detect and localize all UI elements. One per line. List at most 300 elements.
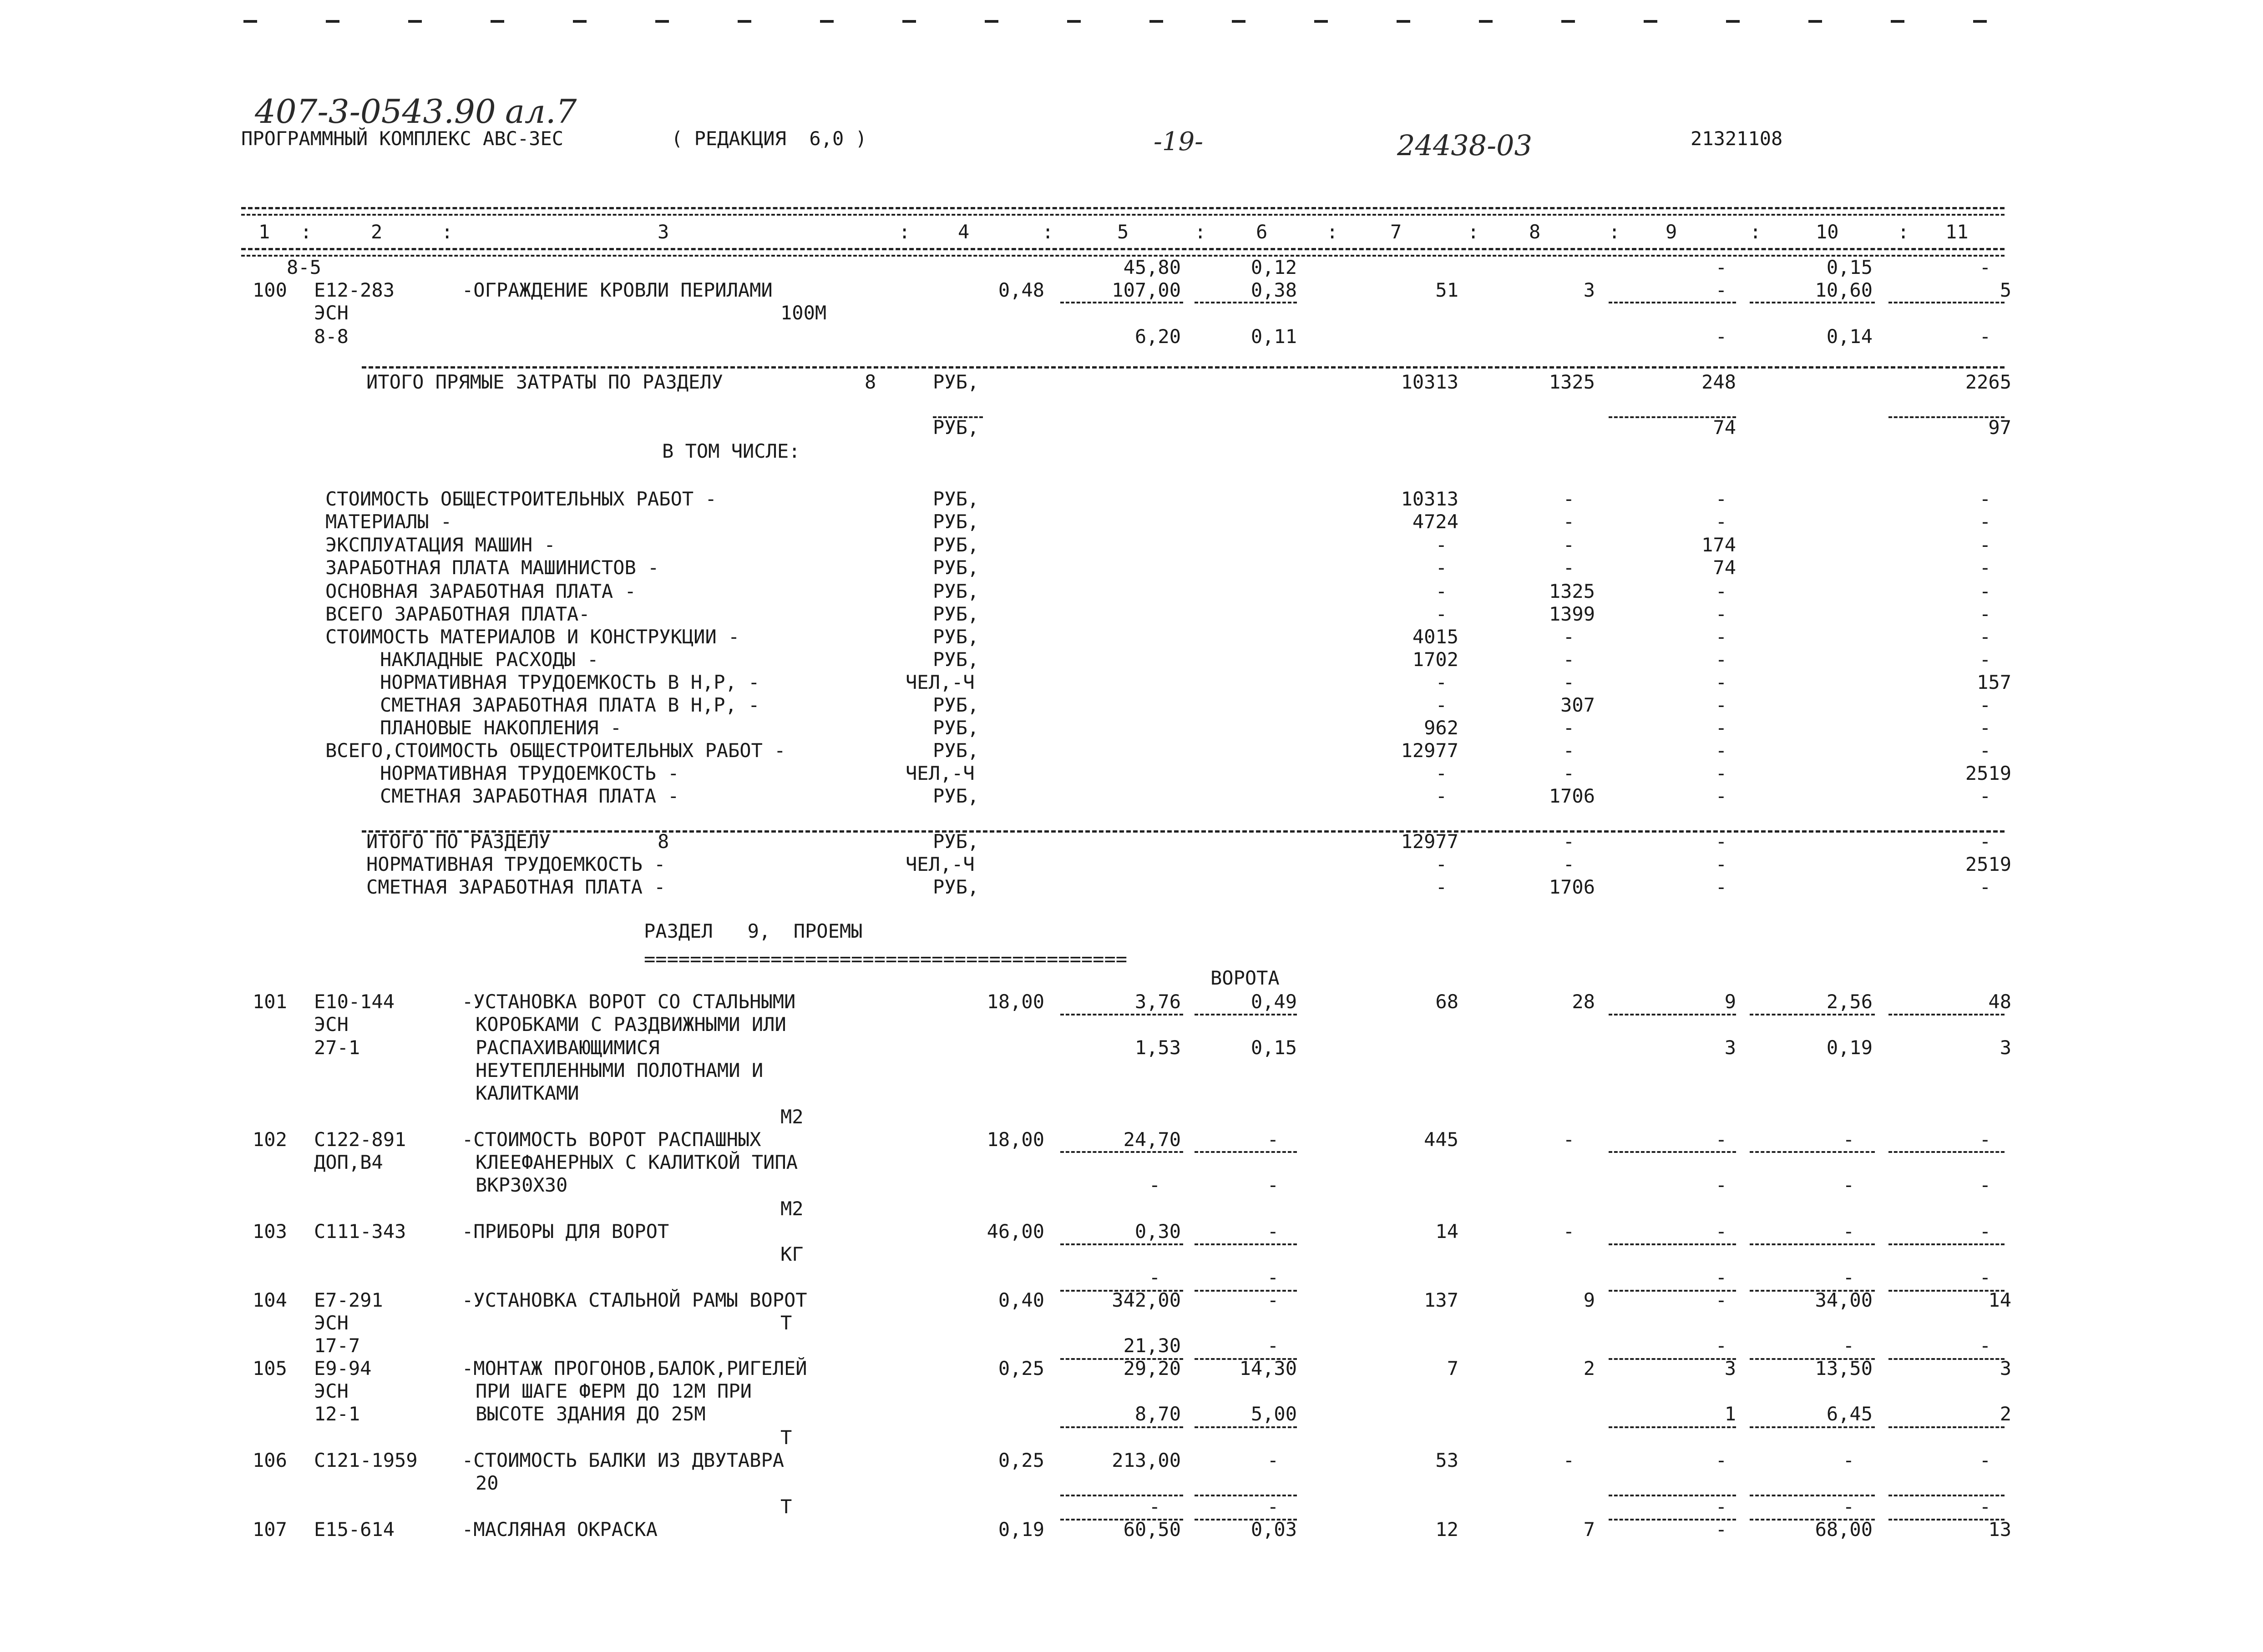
- column-header-11: 11: [1945, 221, 1969, 243]
- value-cell: 3: [1724, 1357, 1736, 1379]
- value-cell: 60,50: [1123, 1518, 1181, 1541]
- scan-mark: [1644, 20, 1657, 23]
- sub-rule: [1195, 1151, 1297, 1153]
- value-cell: -: [1715, 762, 1727, 784]
- header-rule-top: [241, 207, 2005, 209]
- value-cell: -: [1715, 256, 1727, 278]
- scan-mark: [1726, 20, 1740, 23]
- value-cell: -: [1563, 1220, 1574, 1243]
- value-cell: -: [1715, 580, 1727, 602]
- table-cell: РУБ,: [933, 626, 979, 648]
- table-cell: -УСТАНОВКА СТАЛЬНОЙ РАМЫ ВОРОТ: [462, 1289, 807, 1311]
- value-cell: -: [1979, 1334, 1991, 1357]
- value-cell: -: [1435, 603, 1447, 625]
- sub-rule: [1060, 1014, 1183, 1015]
- value-cell: -: [1435, 694, 1447, 716]
- sub-rule: [1750, 1495, 1875, 1496]
- table-cell: -ОГРАЖДЕНИЕ КРОВЛИ ПЕРИЛАМИ: [462, 279, 773, 301]
- value-cell: 3: [1724, 1036, 1736, 1059]
- value-cell: 68: [1435, 990, 1458, 1013]
- column-separator: :: [1195, 221, 1206, 243]
- value-cell: -: [1715, 1289, 1727, 1311]
- table-cell: 101: [253, 990, 287, 1013]
- header-rule-top-2: [241, 214, 2005, 216]
- value-cell: -: [1563, 717, 1574, 739]
- value-cell: -: [1715, 830, 1727, 853]
- column-separator: :: [1898, 221, 1909, 243]
- value-cell: -: [1715, 785, 1727, 807]
- table-cell: С111-343: [314, 1220, 406, 1243]
- table-cell: РУБ,: [933, 648, 979, 671]
- sub-rule: [933, 416, 983, 418]
- value-cell: -: [1843, 1334, 1854, 1357]
- table-cell: -ПРИБОРЫ ДЛЯ ВОРОТ: [462, 1220, 669, 1243]
- table-cell: НЕУТЕПЛЕННЫМИ ПОЛОТНАМИ И: [476, 1059, 764, 1081]
- value-cell: 10313: [1401, 488, 1458, 510]
- value-cell: 1702: [1412, 648, 1458, 671]
- value-cell: -: [1149, 1266, 1160, 1288]
- table-cell: -МОНТАЖ ПРОГОНОВ,БАЛОК,РИГЕЛЕЙ: [462, 1357, 807, 1379]
- value-cell: 34,00: [1815, 1289, 1873, 1311]
- sub-rule: [1750, 1014, 1875, 1015]
- table-cell: -СТОИМОСТЬ ВОРОТ РАСПАШНЫХ: [462, 1128, 761, 1151]
- column-separator: :: [1042, 221, 1054, 243]
- sub-rule: [1609, 1495, 1736, 1496]
- value-cell: -: [1715, 1128, 1727, 1151]
- table-cell: НАКЛАДНЫЕ РАСХОДЫ -: [380, 648, 599, 671]
- table-cell: -СТОИМОСТЬ БАЛКИ ИЗ ДВУТАВРА: [462, 1449, 785, 1471]
- value-cell: -: [1435, 785, 1447, 807]
- header-rule-bottom-2: [241, 255, 2005, 257]
- value-cell: 9: [1724, 990, 1736, 1013]
- sub-rule: [1060, 302, 1183, 303]
- table-cell: РУБ,: [933, 717, 979, 739]
- sub-rule: [1060, 1519, 1183, 1521]
- value-cell: -: [1435, 762, 1447, 784]
- value-cell: 4015: [1412, 626, 1458, 648]
- value-cell: -: [1563, 1128, 1574, 1151]
- value-cell: 137: [1424, 1289, 1458, 1311]
- value-cell: -: [1843, 1266, 1854, 1288]
- value-cell: 21,30: [1123, 1334, 1181, 1357]
- sub-rule: [1609, 1243, 1736, 1245]
- table-cell: РУБ,: [933, 785, 979, 807]
- value-cell: -: [1843, 1220, 1854, 1243]
- table-cell: Е12-283: [314, 279, 395, 301]
- sub-rule: [1888, 416, 2005, 418]
- value-cell: 0,25: [998, 1449, 1044, 1471]
- sub-rule: [1060, 1290, 1183, 1292]
- column-separator: :: [441, 221, 453, 243]
- table-cell: КАЛИТКАМИ: [476, 1082, 579, 1104]
- section-total-rule: [362, 366, 2005, 369]
- sub-rule: [1060, 1151, 1183, 1153]
- column-header-3: 3: [658, 221, 669, 243]
- value-cell: -: [1843, 1174, 1854, 1196]
- table-cell: РУБ,: [933, 556, 979, 579]
- table-cell: ПЛАНОВЫЕ НАКОПЛЕНИЯ -: [380, 717, 622, 739]
- column-header-2: 2: [371, 221, 383, 243]
- scan-mark: [820, 20, 834, 23]
- sub-rule: [1888, 1290, 2005, 1292]
- table-cell: 107: [253, 1518, 287, 1541]
- value-cell: -: [1979, 1266, 1991, 1288]
- table-cell: ЭКСПЛУАТАЦИЯ МАШИН -: [325, 534, 556, 556]
- value-cell: -: [1979, 510, 1991, 533]
- value-cell: -: [1979, 556, 1991, 579]
- column-header-6: 6: [1256, 221, 1268, 243]
- table-cell: 27-1: [314, 1036, 360, 1059]
- sub-rule: [1888, 1495, 2005, 1496]
- value-cell: -: [1715, 876, 1727, 898]
- table-cell: ВОРОТА: [1210, 967, 1280, 989]
- edition: ( РЕДАКЦИЯ 6,0 ): [671, 127, 867, 150]
- value-cell: -: [1435, 556, 1447, 579]
- table-cell: ЧЕЛ,-Ч: [906, 853, 975, 875]
- table-cell: ВСЕГО ЗАРАБОТНАЯ ПЛАТА-: [325, 603, 590, 625]
- value-cell: -: [1979, 1128, 1991, 1151]
- value-cell: -: [1843, 1495, 1854, 1518]
- table-cell: НОРМАТИВНАЯ ТРУДОЕМКОСТЬ -: [380, 762, 679, 784]
- value-cell: 0,38: [1250, 279, 1297, 301]
- value-cell: 68,00: [1815, 1518, 1873, 1541]
- scan-mark: [1397, 20, 1410, 23]
- table-cell: 100: [253, 279, 287, 301]
- value-cell: 2: [1583, 1357, 1595, 1379]
- value-cell: -: [1979, 785, 1991, 807]
- table-cell: 20: [476, 1472, 499, 1494]
- table-cell: СТОИМОСТЬ ОБЩЕСТРОИТЕЛЬНЫХ РАБОТ -: [325, 488, 717, 510]
- value-cell: 7: [1447, 1357, 1458, 1379]
- sub-rule: [1888, 1426, 2005, 1428]
- value-cell: 2519: [1965, 853, 2011, 875]
- value-cell: 174: [1701, 534, 1736, 556]
- sub-rule: [1750, 1358, 1875, 1360]
- table-cell: ВСЕГО,СТОИМОСТЬ ОБЩЕСТРОИТЕЛЬНЫХ РАБОТ -: [325, 739, 786, 762]
- value-cell: -: [1979, 876, 1991, 898]
- value-cell: -: [1979, 1220, 1991, 1243]
- scan-mark: [243, 20, 257, 23]
- table-cell: Т: [780, 1495, 792, 1518]
- sub-rule: [1888, 1358, 2005, 1360]
- value-cell: 3,76: [1134, 990, 1181, 1013]
- column-header-8: 8: [1529, 221, 1541, 243]
- sub-rule: [1609, 1290, 1736, 1292]
- value-cell: -: [1267, 1334, 1279, 1357]
- value-cell: 7: [1583, 1518, 1595, 1541]
- value-cell: 9: [1583, 1289, 1595, 1311]
- value-cell: -: [1267, 1289, 1279, 1311]
- table-cell: КГ: [780, 1243, 804, 1265]
- value-cell: -: [1979, 603, 1991, 625]
- sub-rule: [1195, 1519, 1297, 1521]
- table-cell: КЛЕЕФАНЕРНЫХ С КАЛИТКОЙ ТИПА: [476, 1151, 798, 1173]
- value-cell: 10313: [1401, 371, 1458, 393]
- table-cell: РАЗДЕЛ 9, ПРОЕМЫ: [644, 920, 863, 942]
- table-cell: Т: [780, 1312, 792, 1334]
- value-cell: -: [1715, 603, 1727, 625]
- value-cell: -: [1267, 1128, 1279, 1151]
- scan-mark: [1891, 20, 1904, 23]
- value-cell: 307: [1560, 694, 1595, 716]
- value-cell: -: [1979, 648, 1991, 671]
- value-cell: -: [1979, 626, 1991, 648]
- value-cell: -: [1435, 853, 1447, 875]
- value-cell: 1: [1724, 1403, 1736, 1425]
- value-cell: -: [1563, 671, 1574, 693]
- value-cell: -: [1435, 671, 1447, 693]
- value-cell: 1,53: [1134, 1036, 1181, 1059]
- handwritten-code: 407-3-0543.90: [255, 92, 496, 131]
- sub-rule: [1888, 1014, 2005, 1015]
- scan-mark: [408, 20, 422, 23]
- value-cell: -: [1563, 648, 1574, 671]
- handwritten-sheet: ал.7: [505, 92, 577, 131]
- sub-rule: [1060, 1495, 1183, 1496]
- table-cell: РАСПАХИВАЮЩИМИСЯ: [476, 1036, 660, 1059]
- value-cell: -: [1715, 488, 1727, 510]
- value-cell: -: [1979, 830, 1991, 853]
- sub-rule: [1195, 1014, 1297, 1015]
- table-cell: РУБ,: [933, 488, 979, 510]
- table-cell: ==========================================: [644, 948, 1128, 970]
- value-cell: -: [1715, 1174, 1727, 1196]
- doc-number: 21321108: [1691, 127, 1783, 150]
- sub-rule: [1609, 1151, 1736, 1153]
- value-cell: 0,48: [998, 279, 1044, 301]
- value-cell: 53: [1435, 1449, 1458, 1471]
- value-cell: 6,45: [1826, 1403, 1873, 1425]
- value-cell: -: [1715, 1518, 1727, 1541]
- value-cell: 48: [1988, 990, 2011, 1013]
- value-cell: 0,03: [1250, 1518, 1297, 1541]
- value-cell: 14,30: [1239, 1357, 1297, 1379]
- value-cell: 18,00: [987, 990, 1044, 1013]
- value-cell: -: [1979, 1449, 1991, 1471]
- value-cell: 107,00: [1112, 279, 1181, 301]
- value-cell: -: [1267, 1449, 1279, 1471]
- table-cell: 8: [865, 371, 876, 393]
- table-cell: Т: [780, 1426, 792, 1449]
- table-cell: РУБ,: [933, 416, 979, 439]
- value-cell: 0,12: [1250, 256, 1297, 278]
- column-header-5: 5: [1117, 221, 1129, 243]
- sub-rule: [1060, 1243, 1183, 1245]
- value-cell: -: [1715, 694, 1727, 716]
- value-cell: -: [1979, 694, 1991, 716]
- table-cell: 100М: [780, 302, 827, 324]
- scan-mark: [1067, 20, 1081, 23]
- header-rule-bottom: [241, 248, 2005, 250]
- sub-rule: [1060, 1426, 1183, 1428]
- value-cell: 962: [1424, 717, 1458, 739]
- value-cell: 0,30: [1134, 1220, 1181, 1243]
- value-cell: -: [1715, 510, 1727, 533]
- value-cell: -: [1715, 853, 1727, 875]
- value-cell: 6,20: [1134, 325, 1181, 348]
- table-cell: РУБ,: [933, 534, 979, 556]
- value-cell: 74: [1713, 556, 1736, 579]
- sub-rule: [1195, 1358, 1297, 1360]
- sub-rule: [1750, 1519, 1875, 1521]
- value-cell: 5: [2000, 279, 2011, 301]
- value-cell: 46,00: [987, 1220, 1044, 1243]
- table-cell: 8-5: [287, 256, 321, 278]
- value-cell: 3: [2000, 1036, 2011, 1059]
- value-cell: 18,00: [987, 1128, 1044, 1151]
- value-cell: 1399: [1549, 603, 1595, 625]
- value-cell: -: [1149, 1174, 1160, 1196]
- scan-mark: [326, 20, 339, 23]
- value-cell: -: [1267, 1266, 1279, 1288]
- value-cell: -: [1563, 739, 1574, 762]
- table-cell: РУБ,: [933, 739, 979, 762]
- scan-mark: [1973, 20, 1987, 23]
- table-cell: ИТОГО ПО РАЗДЕЛУ: [366, 830, 551, 853]
- value-cell: -: [1715, 717, 1727, 739]
- sub-rule: [1609, 1014, 1736, 1015]
- table-cell: РУБ,: [933, 580, 979, 602]
- value-cell: 1325: [1549, 371, 1595, 393]
- scan-mark: [655, 20, 669, 23]
- scan-mark: [1314, 20, 1328, 23]
- value-cell: -: [1715, 325, 1727, 348]
- value-cell: 2: [2000, 1403, 2011, 1425]
- sub-rule: [1609, 1426, 1736, 1428]
- column-separator: :: [1326, 221, 1338, 243]
- sub-rule: [1609, 416, 1736, 418]
- table-cell: ПРИ ШАГЕ ФЕРМ ДО 12М ПРИ: [476, 1380, 752, 1402]
- sub-rule: [1888, 1151, 2005, 1153]
- value-cell: -: [1979, 534, 1991, 556]
- scan-mark: [1561, 20, 1575, 23]
- value-cell: -: [1715, 1449, 1727, 1471]
- table-cell: 8: [658, 830, 669, 853]
- scan-mark: [1232, 20, 1245, 23]
- sub-rule: [1195, 1290, 1297, 1292]
- sub-rule: [1888, 1243, 2005, 1245]
- table-cell: ЗАРАБОТНАЯ ПЛАТА МАШИНИСТОВ -: [325, 556, 659, 579]
- table-cell: С122-891: [314, 1128, 406, 1151]
- value-cell: 213,00: [1112, 1449, 1181, 1471]
- value-cell: -: [1843, 1449, 1854, 1471]
- table-cell: СМЕТНАЯ ЗАРАБОТНАЯ ПЛАТА -: [380, 785, 679, 807]
- column-header-1: 1: [258, 221, 270, 243]
- table-cell: РУБ,: [933, 694, 979, 716]
- value-cell: 0,14: [1826, 325, 1873, 348]
- value-cell: -: [1715, 626, 1727, 648]
- value-cell: -: [1715, 1220, 1727, 1243]
- sub-rule: [1888, 302, 2005, 303]
- table-cell: СМЕТНАЯ ЗАРАБОТНАЯ ПЛАТА В Н,Р, -: [380, 694, 760, 716]
- sub-rule: [1195, 1495, 1297, 1496]
- table-cell: РУБ,: [933, 876, 979, 898]
- table-cell: 106: [253, 1449, 287, 1471]
- column-separator: :: [300, 221, 312, 243]
- value-cell: -: [1979, 1174, 1991, 1196]
- value-cell: -: [1563, 853, 1574, 875]
- table-cell: -МАСЛЯНАЯ ОКРАСКА: [462, 1518, 658, 1541]
- value-cell: -: [1267, 1495, 1279, 1518]
- table-cell: ДОП,В4: [314, 1151, 383, 1173]
- page-number: -19-: [1154, 127, 1204, 157]
- value-cell: -: [1563, 762, 1574, 784]
- value-cell: 0,15: [1250, 1036, 1297, 1059]
- value-cell: 5,00: [1250, 1403, 1297, 1425]
- value-cell: 3: [1583, 279, 1595, 301]
- value-cell: 2519: [1965, 762, 2011, 784]
- sub-rule: [1195, 1243, 1297, 1245]
- table-cell: Е9-94: [314, 1357, 372, 1379]
- table-cell: РУБ,: [933, 830, 979, 853]
- table-cell: Е10-144: [314, 990, 395, 1013]
- value-cell: 29,20: [1123, 1357, 1181, 1379]
- table-cell: 102: [253, 1128, 287, 1151]
- value-cell: 445: [1424, 1128, 1458, 1151]
- table-cell: ЭСН: [314, 1380, 349, 1402]
- value-cell: -: [1979, 256, 1991, 278]
- table-cell: 12-1: [314, 1403, 360, 1425]
- table-cell: 8-8: [314, 325, 349, 348]
- value-cell: 24,70: [1123, 1128, 1181, 1151]
- value-cell: 1706: [1549, 876, 1595, 898]
- table-cell: СТОИМОСТЬ МАТЕРИАЛОВ И КОНСТРУКЦИИ -: [325, 626, 740, 648]
- value-cell: 12: [1435, 1518, 1458, 1541]
- value-cell: -: [1563, 830, 1574, 853]
- value-cell: -: [1979, 488, 1991, 510]
- value-cell: -: [1715, 648, 1727, 671]
- value-cell: -: [1563, 534, 1574, 556]
- column-header-7: 7: [1390, 221, 1402, 243]
- handwritten-doc-number: 24438-03: [1397, 129, 1533, 162]
- table-cell: ВЫСОТЕ ЗДАНИЯ ДО 25М: [476, 1403, 706, 1425]
- sub-rule: [1195, 1426, 1297, 1428]
- value-cell: 13,50: [1815, 1357, 1873, 1379]
- value-cell: 28: [1572, 990, 1595, 1013]
- sub-rule: [1750, 1151, 1875, 1153]
- sub-rule: [1195, 302, 1297, 303]
- value-cell: -: [1267, 1174, 1279, 1196]
- value-cell: 51: [1435, 279, 1458, 301]
- table-cell: ЭСН: [314, 302, 349, 324]
- column-separator: :: [1750, 221, 1762, 243]
- table-cell: КОРОБКАМИ С РАЗДВИЖНЫМИ ИЛИ: [476, 1013, 786, 1036]
- value-cell: -: [1563, 510, 1574, 533]
- table-cell: НОРМАТИВНАЯ ТРУДОЕМКОСТЬ -: [366, 853, 666, 875]
- table-cell: -УСТАНОВКА ВОРОТ СО СТАЛЬНЫМИ: [462, 990, 796, 1013]
- value-cell: 0,11: [1250, 325, 1297, 348]
- value-cell: -: [1563, 626, 1574, 648]
- value-cell: 2265: [1965, 371, 2011, 393]
- sub-rule: [1609, 1519, 1736, 1521]
- value-cell: -: [1267, 1220, 1279, 1243]
- value-cell: 74: [1713, 416, 1736, 439]
- value-cell: 0,15: [1826, 256, 1873, 278]
- value-cell: -: [1563, 488, 1574, 510]
- value-cell: -: [1435, 876, 1447, 898]
- value-cell: 0,19: [998, 1518, 1044, 1541]
- sub-rule: [1609, 302, 1736, 303]
- value-cell: -: [1979, 1495, 1991, 1518]
- value-cell: 1706: [1549, 785, 1595, 807]
- sub-rule: [1750, 1290, 1875, 1292]
- value-cell: -: [1979, 325, 1991, 348]
- scan-mark: [985, 20, 998, 23]
- value-cell: 342,00: [1112, 1289, 1181, 1311]
- table-cell: РУБ,: [933, 371, 979, 393]
- value-cell: -: [1715, 1334, 1727, 1357]
- column-header-10: 10: [1816, 221, 1839, 243]
